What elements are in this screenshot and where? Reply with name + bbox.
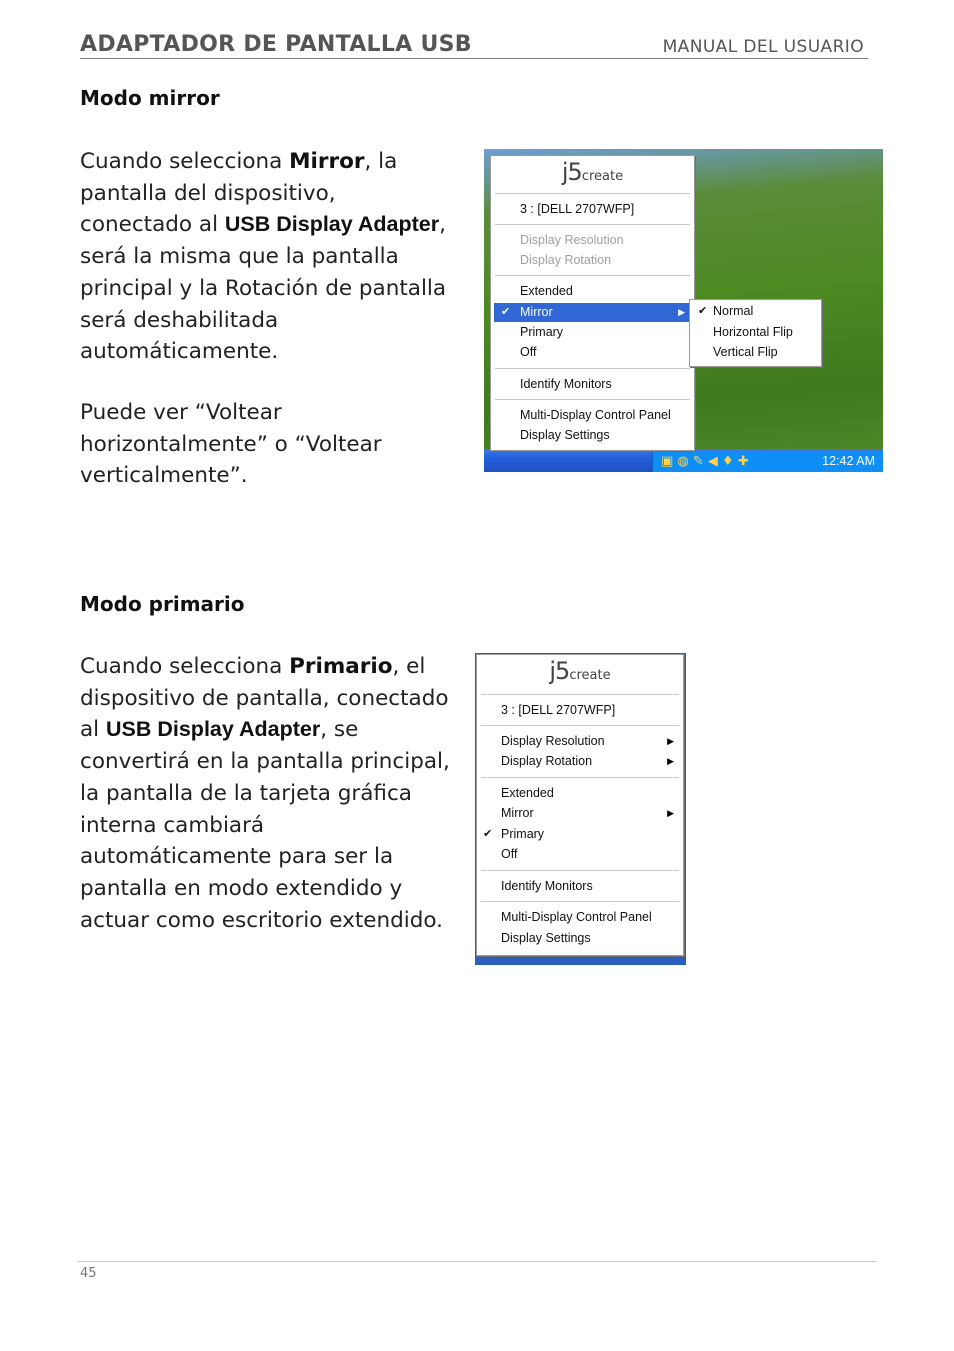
check-icon: ✔	[483, 828, 493, 840]
logo-sub: create	[581, 169, 624, 184]
text-run: , se convertirá en la pantalla principal, la pantalla de la tarjeta gráfica interna cambiará automáticamente para ser la pantalla en modo extendido y actuar como escritorio extendido.	[80, 717, 450, 933]
separator	[481, 777, 679, 778]
menu-item-label: Mirror	[501, 806, 534, 820]
separator	[481, 725, 679, 726]
menu-item-label: Display Rotation	[501, 754, 593, 768]
logo-main: j5	[561, 158, 582, 186]
submenu-item-label: Normal	[713, 304, 754, 318]
submenu-item-normal[interactable]	[693, 302, 818, 321]
menu-item-off[interactable]: Off	[501, 847, 518, 861]
menu-item-off[interactable]: Off	[520, 345, 537, 359]
submenu-arrow-icon: ▶	[678, 307, 685, 317]
bold-term: USB Display Adapter	[105, 717, 321, 742]
text-run: , la pantalla del dispositivo, conectado al	[80, 149, 398, 238]
menu-item-identify-monitors[interactable]: Identify Monitors	[520, 377, 612, 391]
text-run: Cuando selecciona	[80, 149, 290, 174]
screenshot-mirror-menu	[484, 149, 883, 472]
footer-rule	[77, 1261, 877, 1262]
separator	[481, 901, 679, 902]
menu-item-control-panel[interactable]: Multi-Display Control Panel	[501, 910, 652, 924]
submenu-item-horizontal-flip[interactable]: Horizontal Flip	[713, 325, 793, 339]
manual-label: MANUAL DEL USUARIO	[662, 37, 864, 57]
bold-term: Mirror	[289, 149, 365, 174]
separator	[495, 193, 690, 194]
menu-item-mirror[interactable]	[480, 804, 680, 823]
separator	[481, 870, 679, 871]
submenu-item-vertical-flip[interactable]: Vertical Flip	[713, 345, 778, 359]
separator	[495, 275, 690, 276]
section-heading-primary: Modo primario	[80, 592, 245, 616]
clock: 12:42 AM	[822, 454, 875, 468]
page-number: 45	[80, 1266, 97, 1281]
menu-item-label: Primary	[501, 827, 545, 841]
menu-item-label: Display Resolution	[501, 734, 605, 748]
header-rule	[80, 58, 868, 59]
submenu-arrow-icon: ▶	[667, 736, 674, 746]
menu-item-display-settings[interactable]: Display Settings	[501, 931, 591, 945]
text-run: Cuando selecciona	[80, 654, 290, 679]
separator	[495, 399, 690, 400]
flip-description: Puede ver “Voltear horizontalmente” o “Voltear verticalmente”.	[80, 400, 382, 489]
primary-description	[80, 651, 460, 936]
menu-item-primary[interactable]: Primary	[520, 325, 564, 339]
menu-item-extended[interactable]: Extended	[501, 786, 554, 800]
menu-item-display-resolution[interactable]	[480, 732, 680, 751]
system-tray	[652, 451, 883, 472]
text-run: , será la misma que la pantalla principal y la Rotación de pantalla será deshabilitada automáticamente.	[80, 212, 447, 365]
logo-main: j5	[549, 657, 570, 685]
menu-item-primary[interactable]	[480, 825, 680, 844]
taskbar	[484, 449, 883, 472]
menu-item-display-resolution: Display Resolution	[520, 233, 624, 247]
document-title: ADAPTADOR DE PANTALLA USB	[80, 32, 472, 57]
section-heading-mirror: Modo mirror	[80, 86, 220, 110]
mirror-description	[80, 146, 450, 368]
tray-icons: ▣ ◍ ✎ ◀ ♦ ✚	[661, 454, 749, 469]
logo-sub: create	[569, 668, 611, 683]
menu-item-monitor[interactable]: 3 : [DELL 2707WFP]	[520, 202, 635, 216]
menu-item-display-rotation[interactable]	[480, 752, 680, 771]
check-icon: ✔	[501, 306, 511, 318]
menu-item-mirror[interactable]	[494, 303, 691, 322]
j5create-logo	[491, 158, 694, 186]
bold-term: USB Display Adapter	[224, 212, 440, 237]
menu-item-control-panel[interactable]: Multi-Display Control Panel	[520, 408, 671, 422]
submenu-arrow-icon: ▶	[667, 756, 674, 766]
menu-item-identify-monitors[interactable]: Identify Monitors	[501, 879, 593, 893]
mirror-submenu	[689, 299, 822, 367]
context-menu	[490, 155, 695, 451]
bold-term: Primario	[289, 654, 393, 679]
separator	[495, 224, 690, 225]
screenshot-primary-menu	[475, 653, 686, 965]
separator	[495, 368, 690, 369]
menu-item-display-settings[interactable]: Display Settings	[520, 428, 610, 442]
menu-item-extended[interactable]: Extended	[520, 284, 573, 298]
menu-item-monitor[interactable]: 3 : [DELL 2707WFP]	[501, 703, 616, 717]
submenu-arrow-icon: ▶	[667, 808, 674, 818]
check-icon: ✔	[698, 305, 708, 317]
separator	[481, 694, 679, 695]
j5create-logo	[477, 657, 683, 685]
menu-item-label: Mirror	[520, 305, 553, 319]
context-menu	[476, 654, 684, 956]
menu-item-display-rotation: Display Rotation	[520, 253, 612, 267]
text-run: , el dispositivo de pantalla, conectado al	[80, 654, 449, 743]
